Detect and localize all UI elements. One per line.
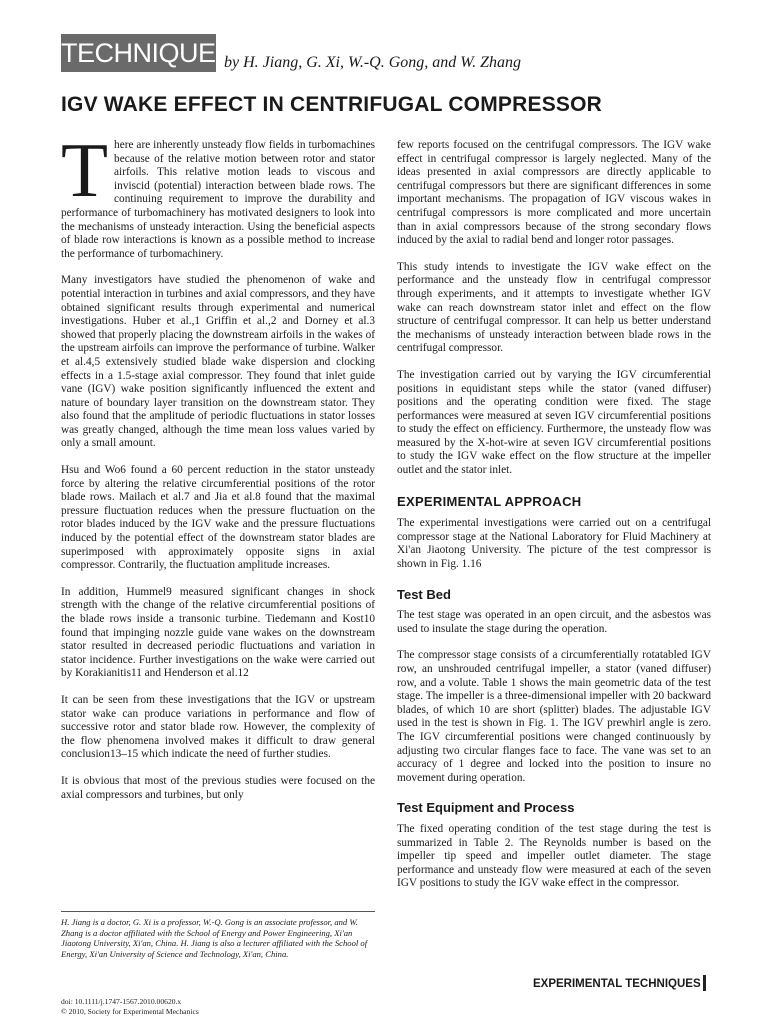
doi: doi: 10.1111/j.1747-1567.2010.00620.x bbox=[61, 997, 182, 1006]
paragraph: Hsu and Wo6 found a 60 percent reduction in the stator unsteady force by altering the relative circumferential positions of the rotor blade rows. Mailach et al.7 and Jia et al.8 found that the maximal pressure fluctuation reduces when the pressure fluctuation on the rotor blades induced by the IGV wake and the pressure fluctuations induced by the potential effect of the downstream stator blades are superimposed with approximately opposite signs in axial compressor. Contrarily, the fluctuation amplitude increases. bbox=[61, 464, 375, 572]
paragraph: In addition, Hummel9 measured significant changes in shock strength with the change of the relative circumferential positions of the blade rows inside a transonic turbine. Tiedemann and Kost10 found that impinging nozzle guide vane wakes on the downstream stator resulted in decreased periodic fluctuations and variation in stator incidence. Further investigations on the wake were carried out by Korakianitis11 and Henderson et al.12 bbox=[61, 585, 375, 680]
doi-block bbox=[61, 997, 199, 1017]
section-heading: EXPERIMENTAL APPROACH bbox=[397, 493, 582, 509]
paragraph: The investigation carried out by varying the IGV circumferential positions in equidistant steps while the stator (vaned diffuser) positions and the operating condition were fixed. The stage performances were measured at seven IGV circumferential positions to study the effect on efficiency. Furthermore, the unsteady flow was measured by the X-hot-wire at seven IGV circumferential positions to study the IGV wake effect on the flow structure at the impeller outlet and the stator inlet. bbox=[397, 368, 711, 477]
journal-name: EXPERIMENTAL TECHNIQUES bbox=[533, 978, 701, 990]
left-column bbox=[61, 127, 375, 815]
drop-cap: T bbox=[61, 127, 109, 213]
section-tab: TECHNIQUES bbox=[61, 34, 216, 72]
paragraph: The fixed operating condition of the test stage during the test is summarized in Table 2. The Reynolds number is based on the impeller tip speed and impeller outlet diameter. The stage performance and unsteady flow were measured at each of the seven IGV positions to study the IGV wake effect in the compressor. bbox=[397, 822, 711, 890]
article-title: IGV WAKE EFFECT IN CENTRIFUGAL COMPRESSOR bbox=[61, 93, 603, 116]
paragraph: It can be seen from these investigations that the IGV or upstream stator wake can produce variations in performance and flow of successive rotor and stator blade row. However, the complexity of the flow phenomena involved makes it difficult to draw general conclusion13–15 which indicate the need of further studies. bbox=[61, 693, 375, 761]
authors-byline: by H. Jiang, G. Xi, W.-Q. Gong, and W. Zhang bbox=[224, 54, 522, 71]
page-marker bbox=[703, 975, 706, 991]
paragraph: It is obvious that most of the previous studies were focused on the axial compressors and turbines, but only bbox=[61, 774, 375, 801]
paragraph: Many investigators have studied the phenomenon of wake and potential interaction in turbines and axial compressors, and they have obtained significant results through experimental and numerical investigations. Huber et al.,1 Griffin et al.,2 and Dorney et al.3 showed that properly placing the downstream airfoils in the wakes of the upstream airfoils can improve the performance of turbine. Walker et al.4,5 extensively studied blade wake dispersion and clocking effects in a 1.5-stage axial compressor. They found that inlet guide vane (IGV) wake position significantly influenced the extent and nature of boundary layer transition on the downstream stator. They also found that the amplitude of periodic fluctuations in stator losses was greatly changed, although the time mean loss values varied by only a small amount. bbox=[61, 274, 375, 450]
intro-paragraph bbox=[61, 127, 375, 261]
paragraph: few reports focused on the centrifugal compressors. The IGV wake effect in centrifugal compressor is largely neglected. Many of the ideas presented in axial compressors are directly applicable to centrifugal compressors but there are significant differences in some important mechanisms. The propagation of IGV viscous wakes in centrifugal compressors is more complicated and more uncertain than in axial compressors because of the strong secondary flows induced by the axial to radial bend and longer rotor passages. bbox=[397, 139, 711, 247]
subsection-heading: Test Equipment and Process bbox=[397, 800, 575, 816]
copyright: © 2010, Society for Experimental Mechanics bbox=[61, 1007, 199, 1016]
right-column bbox=[397, 139, 711, 904]
paragraph: The experimental investigations were carried out on a centrifugal compressor stage at the National Laboratory for Fluid Machinery at Xi'an Jiaotong University. The picture of the test compressor is shown in Fig. 1.16 bbox=[397, 517, 711, 571]
subsection-heading: Test Bed bbox=[397, 586, 451, 602]
paragraph: The compressor stage consists of a circumferentially rotatabled IGV row, an unshrouded centrifugal impeller, a stator (vaned diffuser) row, and a volute. Table 1 shows the main geometric data of the test stage. The impeller is a three-dimensional impeller with 20 backward blades, of which 10 are short (splitter) blades. The adjustable IGV used in the test is shown in Fig. 1. The IGV prewhirl angle is zero. The IGV circumferential positions were changed continuously by adjusting two circular flanges face to face. The vane was set to an accuracy of 1 degree and locked into the position to insure no movement during operation. bbox=[397, 649, 711, 784]
intro-text: here are inherently unsteady flow fields in turbomachines because of the relative motion between rotor and stator airfoils. This relative motion leads to viscous and inviscid (potential) interaction between blade rows. The continuing requirement to improve the durability and performance of turbomachinery has motivated designers to look into the mechanisms of unsteady interaction. Using the beneficial aspects of blade row interactions is known as a possible method to increase the performance of turbomachinery. bbox=[61, 139, 375, 260]
author-footnote: H. Jiang is a doctor, G. Xi is a professor, W.-Q. Gong is an associate professor, and W. Zhang is a doctor affiliated with the School of Energy and Power Engineering, Xi'an Jiaotong University, Xi'an, China. H. Jiang is also a lecturer affiliated with the School of Energy, Xi'an University of Science and Technology, Xi'an, China. bbox=[61, 911, 375, 959]
paragraph: The test stage was operated in an open circuit, and the asbestos was used to insulate the stage during the operation. bbox=[397, 609, 711, 635]
paragraph: This study intends to investigate the IGV wake effect on the performance and the unsteady flow in centrifugal compressor through experiments, and it attempts to investigate whether IGV wake can reach downstream stator inlet and effect on the flow structure of centrifugal compressor. It can help us better understand the mechanisms of unsteady interaction between blade rows in the centrifugal compressor. bbox=[397, 260, 711, 355]
